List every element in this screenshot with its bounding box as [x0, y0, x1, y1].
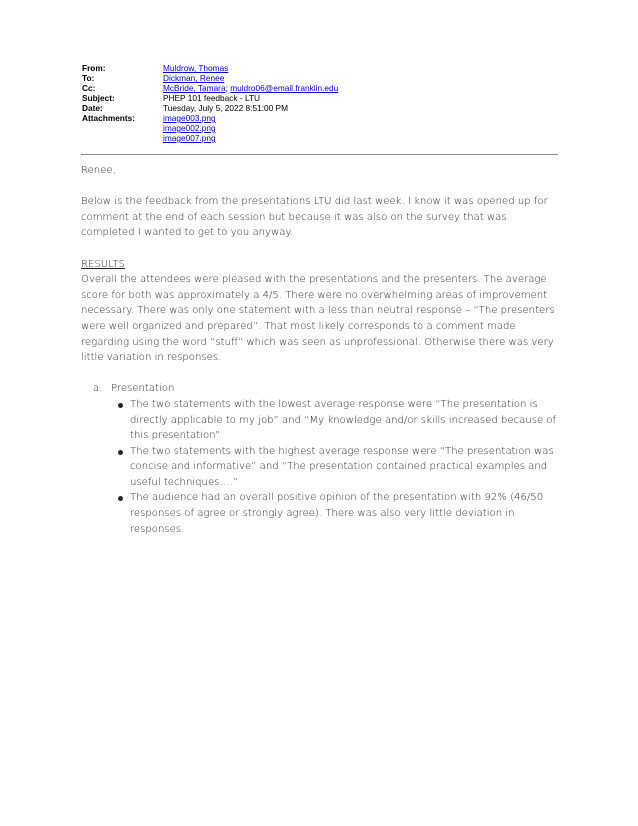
results-paragraph: Overall the attendees were pleased with the presentations and the presenters. The average score for both was approximately a 4/5. There were no overwhelming areas of improvement necessary. There was only one statement with a less than neutral response – “The presenters were well organized and prepared”. That most likely corresponds to a comment made regarding using the word “stuff” which was seen as unprofessional. Otherwise there was very little variation in responses.: [81, 274, 555, 364]
cc-label: Cc:: [82, 83, 96, 93]
cc-link-1[interactable]: McBride, Tamara: [163, 83, 226, 93]
to-row: [82, 73, 552, 83]
to-label: To:: [82, 73, 95, 83]
attachment-link-2[interactable]: image002.png: [163, 123, 216, 133]
from-link[interactable]: Muldrow, Thomas: [163, 63, 229, 73]
intro-paragraph: Below is the feedback from the presentations LTU did last week. I know it was opened up for comment at the end of each session but because it was also on the survey that was completed I wanted to get to you anyway.: [81, 196, 548, 239]
bullet-item: The two statements with the lowest average response were “The presentation is directly applicable to my job” and “My knowledge and/or skills increased because of this presentation”: [130, 397, 557, 444]
date-value: Tuesday, July 5, 2022 8:51:00 PM: [163, 103, 288, 113]
list-item-presentation: [81, 381, 557, 397]
attachment-link-1[interactable]: image003.png: [163, 113, 216, 123]
date-row: [82, 103, 552, 113]
from-row: [82, 63, 552, 73]
list-title: Presentation: [111, 383, 175, 395]
attachments-row: [82, 113, 552, 143]
subject-value: PHEP 101 feedback - LTU: [163, 93, 261, 103]
to-link[interactable]: Dickman, Renee: [163, 73, 225, 83]
cc-link-2[interactable]: muldro06@email.franklin.edu: [230, 83, 339, 93]
subject-row: [82, 93, 552, 103]
cc-row: [82, 83, 552, 93]
bullet-item: The audience had an overall positive opinion of the presentation with 92% (46/50 responses of agree or strongly agree). There was also very little deviation in responses.: [130, 490, 557, 537]
list-marker: a.: [93, 383, 103, 395]
bullet-list: [81, 397, 557, 537]
from-label: From:: [82, 63, 106, 73]
cc-separator: ;: [225, 83, 231, 93]
header-divider: [81, 154, 558, 155]
attachments-label: Attachments:: [82, 113, 136, 123]
greeting: Renee,: [81, 165, 116, 176]
subject-label: Subject:: [82, 93, 115, 103]
attachment-link-3[interactable]: image007.png: [163, 133, 216, 143]
email-header: [82, 63, 552, 143]
bullet-item: The two statements with the highest average response were “The presentation was concise and informative” and “The presentation contained practical examples and useful techniques….”: [130, 444, 557, 491]
email-body: [81, 163, 557, 537]
results-heading: RESULTS: [81, 258, 125, 270]
date-label: Date:: [82, 103, 103, 113]
